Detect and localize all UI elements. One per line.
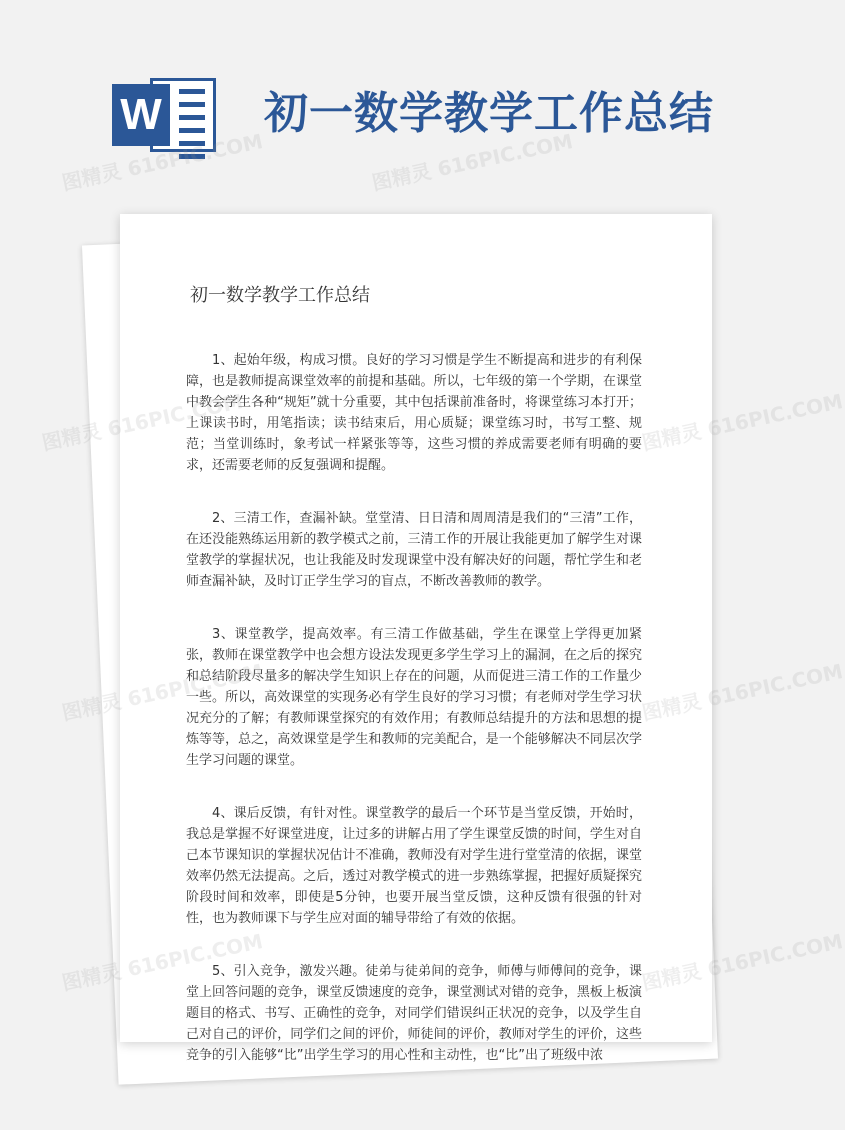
paragraph-4: 4、课后反馈，有针对性。课堂教学的最后一个环节是当堂反馈，开始时，我总是掌握不好课堂进度，让过多的讲解占用了学生课堂反馈的时间，学生对自己本节课知识的掌握状况估计不准确，教师没有对学生进行堂堂清的依据，课堂效率仍然无法提高。之后，透过对教学模式的进一步熟练掌握，把握好质疑探究阶段时间和效率，即使是5分钟，也要开展当堂反馈，这种反馈有很强的针对性，也为教师课下与学生应对面的辅导带给了有效的依据。 [186, 806, 642, 926]
header [0, 0, 800, 200]
watermark-text: 图精灵 [59, 959, 124, 996]
watermark-text: 图精灵 [39, 419, 104, 456]
watermark-text: 图精灵 616PIC.COM [639, 388, 845, 456]
banner-title: 初一数学教学工作总结 [264, 88, 714, 139]
paragraph-5: 5、引入竞争，激发兴趣。徒弟与徒弟间的竞争，师傅与师傅间的竞争，课堂上回答问题的竞争，课堂反馈速度的竞争，课堂测试对错的竞争，黑板上板演题目的格式、书写、正确性的竞争，对同学们错误纠正状况的竞争，以及学生自己对自己的评价，同学们之间的评价，师徒间的评价，教师对学生的评价，这些竞争的引入能够“比”出学生学习的用心性和主动性，也“比”出了班级中浓 [186, 964, 642, 1063]
paragraph-3: 3、课堂教学，提高效率。有三清工作做基础，学生在课堂上学得更加紧张，教师在课堂教学中也会想方设法发现更多学生学习上的漏洞，在之后的探究和总结阶段尽量多的解决学生知识上存在的问题，从而促进三清工作的工作量少一些。所以，高效课堂的实现务必有学生良好的学习习惯；有老师对学生学习状况充分的了解；有教师课堂探究的有效作用；有教师总结提升的方法和思想的提炼等等，总之，高效课堂是学生和教师的完美配合，是一个能够解决不同层次学生学习问题的课堂。 [186, 627, 642, 768]
word-letter-badge: W [112, 84, 170, 146]
watermark-text: 图精灵 616PIC.COM [639, 928, 845, 996]
document-title: 初一数学教学工作总结 [190, 285, 370, 306]
watermark-text: 图精灵 616PIC.COM [59, 128, 265, 196]
watermark-text: 图精灵 [59, 689, 124, 726]
watermark-text: 图精灵 616PIC.COM [639, 658, 845, 726]
document-page [120, 214, 712, 1063]
paragraph-1: 1、起始年级，构成习惯。良好的学习习惯是学生不断提高和进步的有利保障，也是教师提高课堂效率的前提和基础。所以，七年级的第一个学期，在课堂中教会学生各种“规矩”就十分重要，其中包括课前准备时，将课堂练习本打开；上课读书时，用笔指读；读书结束后，用心质疑；课堂练习时，书写工整、规范；当堂训练时，象考试一样紧张等等，这些习惯的养成需要老师有明确的要求，还需要老师的反复强调和提醒。 [186, 353, 642, 473]
watermark-text: 图精灵 616PIC.COM [369, 128, 575, 196]
word-document-icon [112, 72, 216, 158]
paragraph-2: 2、三清工作，查漏补缺。堂堂清、日日清和周周清是我们的“三清”工作，在还没能熟练运用新的教学模式之前，三清工作的开展让我能更加了解学生对课堂教学的掌握状况，也让我能及时发现课堂中没有解决好的问题，帮忙学生和老师查漏补缺，及时订正学生学习的盲点，不断改善教师的教学。 [186, 511, 642, 589]
document-body [186, 350, 642, 1098]
